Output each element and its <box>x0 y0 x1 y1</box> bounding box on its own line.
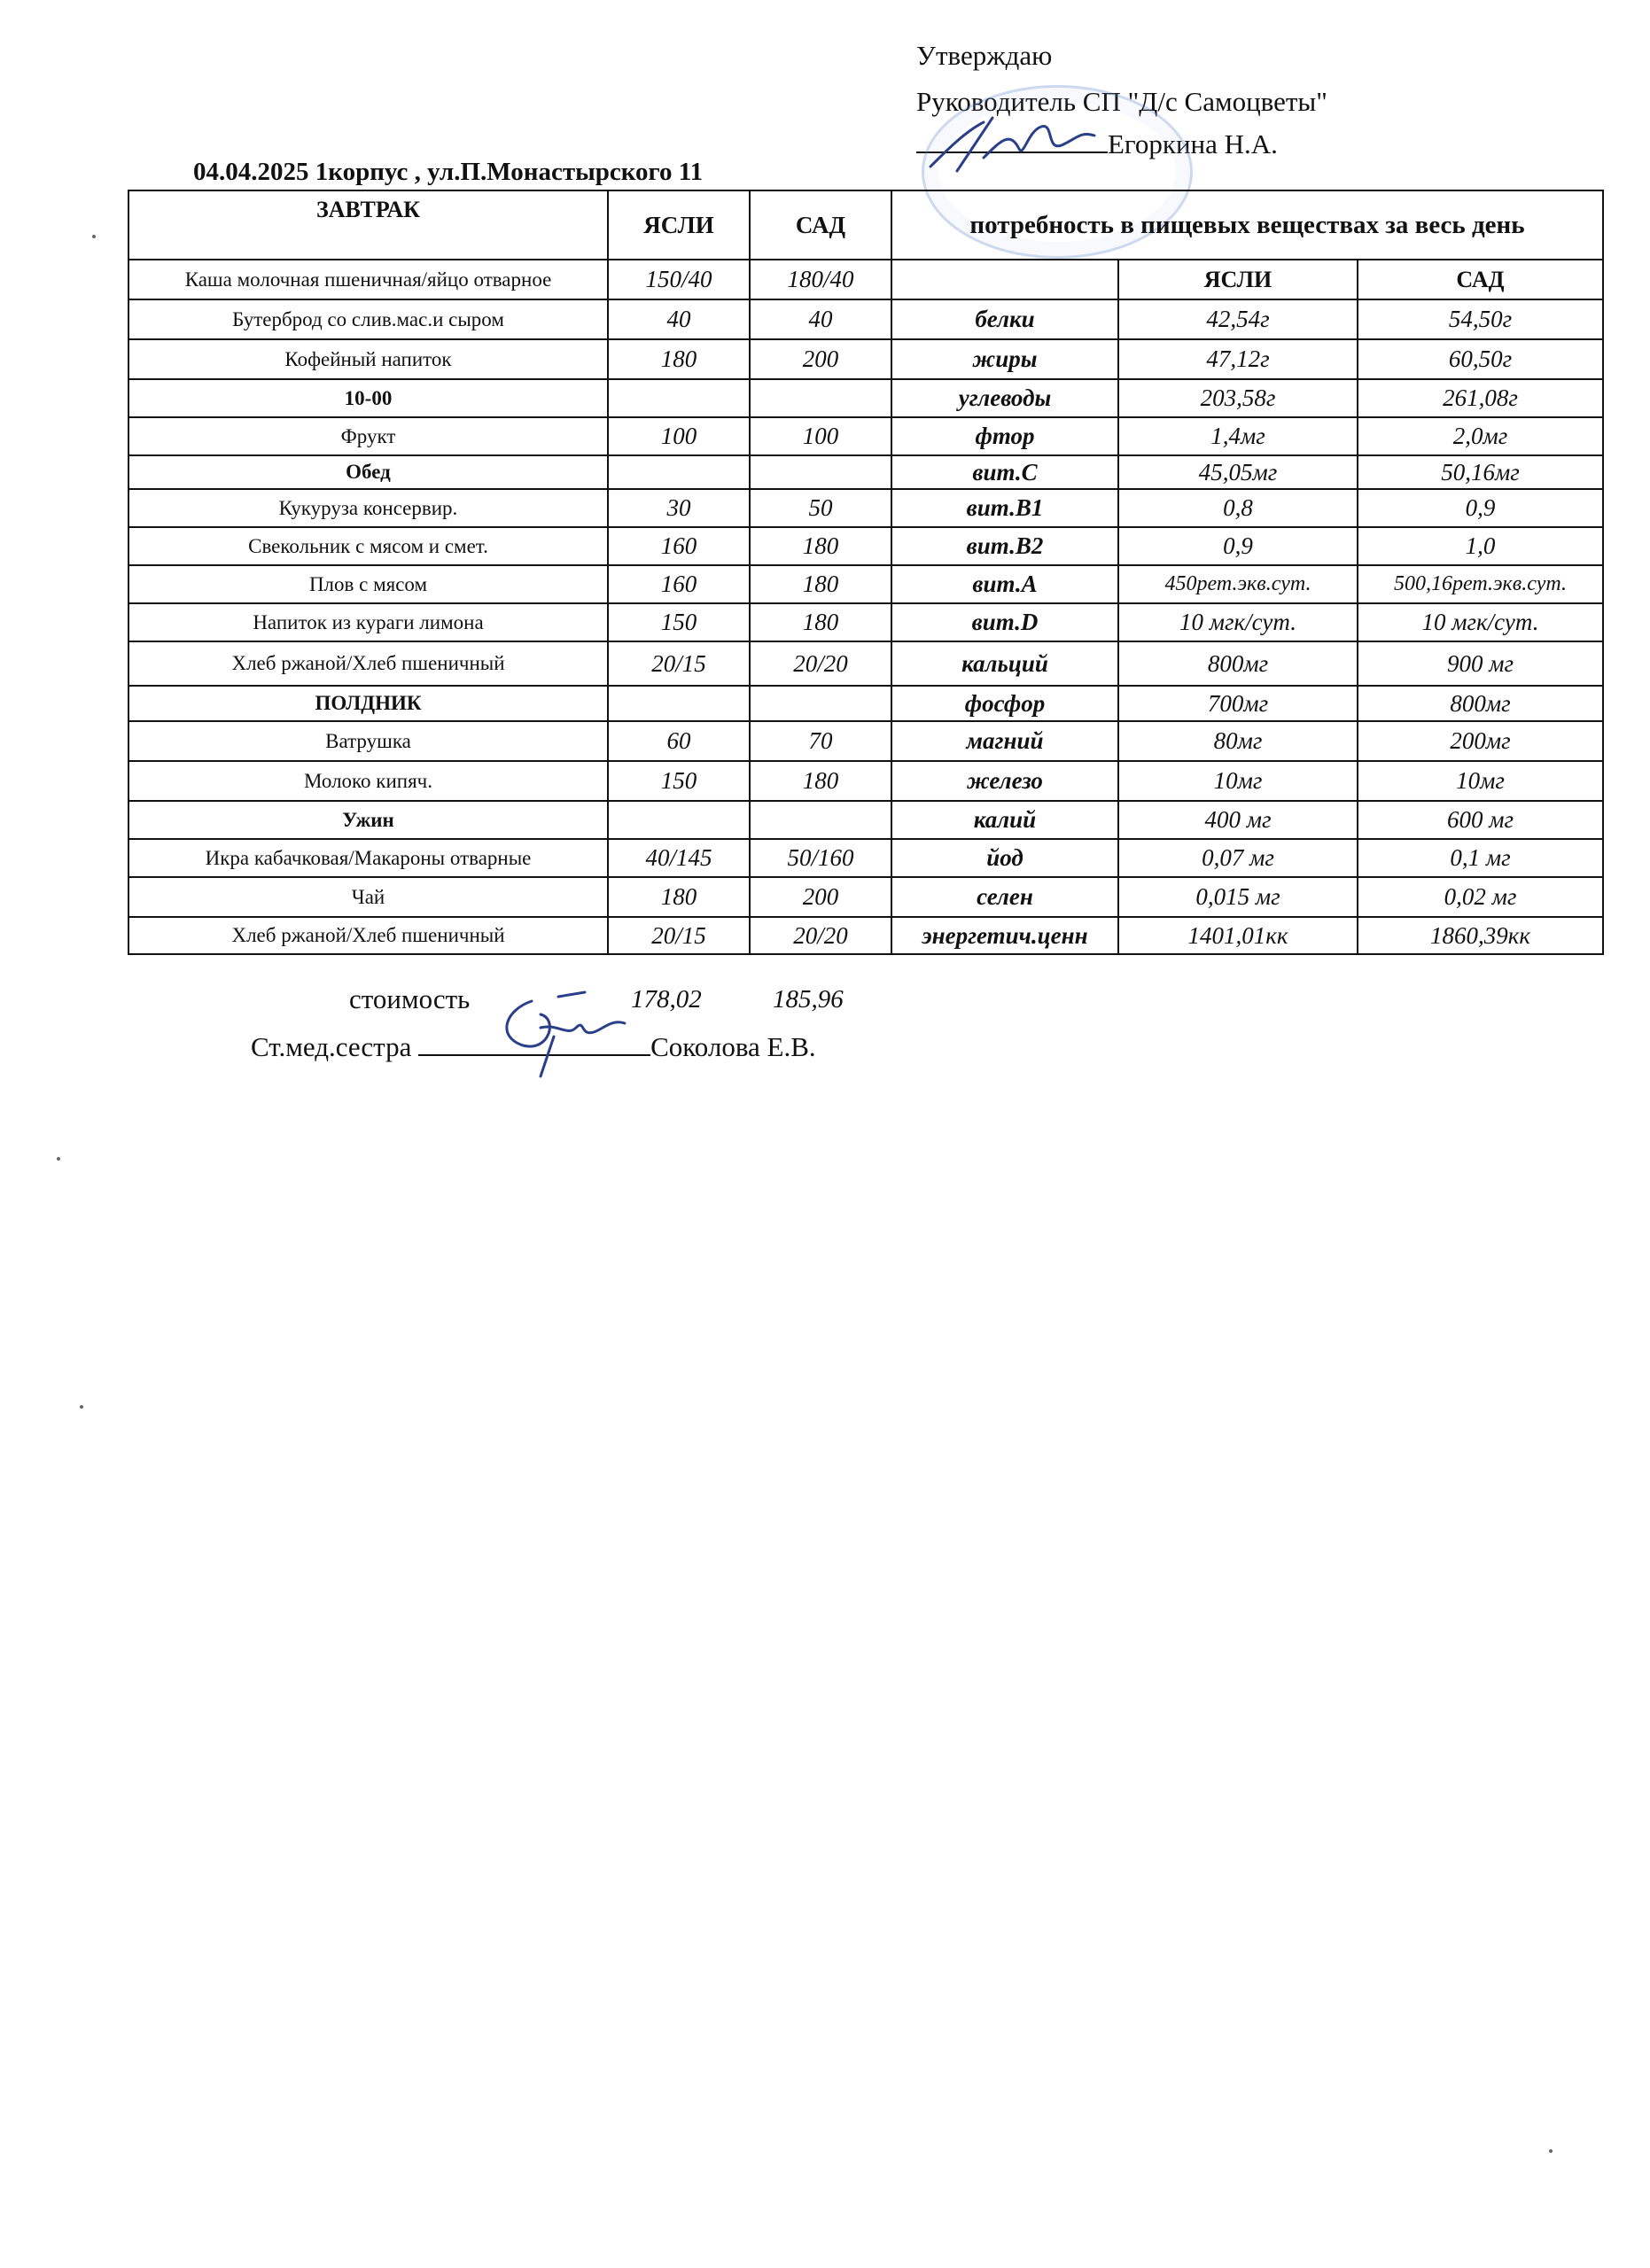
garden-portion: 200 <box>750 877 891 917</box>
nutrient-name: железо <box>891 761 1118 801</box>
garden-portion: 100 <box>750 417 891 455</box>
table-row <box>128 455 1603 489</box>
table-row <box>128 839 1603 877</box>
nutrient-garden-value: 10 мгк/сут. <box>1358 603 1603 641</box>
table-row <box>128 877 1603 917</box>
scan-speck <box>92 235 96 238</box>
nutrient-name: жиры <box>891 339 1118 379</box>
nutrient-name: энергетич.ценн <box>891 917 1118 954</box>
dish-name: Хлеб ржаной/Хлеб пшеничный <box>128 917 608 954</box>
nurse-name: Соколова Е.В. <box>650 1031 816 1062</box>
nursery-portion <box>608 686 750 721</box>
nutrient-garden-value: 2,0мг <box>1358 417 1603 455</box>
nutrient-name: белки <box>891 299 1118 339</box>
nutrient-nursery-value: 80мг <box>1118 721 1358 761</box>
nutrient-garden-value: 1860,39кк <box>1358 917 1603 954</box>
nutrient-garden-value: 60,50г <box>1358 339 1603 379</box>
garden-portion <box>750 686 891 721</box>
nursery-portion: 60 <box>608 721 750 761</box>
nutrient-garden-value: 54,50г <box>1358 299 1603 339</box>
nutrient-garden-value: 0,9 <box>1358 489 1603 527</box>
column-head-garden: САД <box>750 190 891 260</box>
nursery-portion <box>608 379 750 417</box>
nutrient-nursery-value: 0,07 мг <box>1118 839 1358 877</box>
table-row <box>128 379 1603 417</box>
dish-name: Кофейный напиток <box>128 339 608 379</box>
table-row <box>128 686 1603 721</box>
nutrient-name: фтор <box>891 417 1118 455</box>
garden-portion: 180/40 <box>750 260 891 299</box>
table-row <box>128 527 1603 565</box>
table-row <box>128 190 1603 260</box>
nutrient-nursery-value: 1,4мг <box>1118 417 1358 455</box>
nursery-portion: 160 <box>608 527 750 565</box>
nutrient-name: вит.А <box>891 565 1118 603</box>
nutrient-nursery-value: 800мг <box>1118 641 1358 686</box>
garden-portion: 180 <box>750 527 891 565</box>
nursery-portion: 20/15 <box>608 917 750 954</box>
table-row <box>128 417 1603 455</box>
nurse-signature <box>479 983 638 1081</box>
nursery-portion: 150 <box>608 603 750 641</box>
garden-portion: 50/160 <box>750 839 891 877</box>
nursery-portion: 150/40 <box>608 260 750 299</box>
nutrient-name: магний <box>891 721 1118 761</box>
nutrient-garden-value: 261,08г <box>1358 379 1603 417</box>
cost-nursery: 178,02 <box>631 985 702 1014</box>
nutrient-garden-value: 900 мг <box>1358 641 1603 686</box>
garden-portion <box>750 801 891 839</box>
garden-portion: 70 <box>750 721 891 761</box>
scan-speck <box>57 1157 60 1161</box>
nutrient-nursery-value: 10мг <box>1118 761 1358 801</box>
dish-name: Икра кабачковая/Макароны отварные <box>128 839 608 877</box>
nutrient-name: калий <box>891 801 1118 839</box>
table-row <box>128 917 1603 954</box>
nutrient-garden-value: 0,02 мг <box>1358 877 1603 917</box>
nutrient-nursery-value: 0,015 мг <box>1118 877 1358 917</box>
table-row <box>128 339 1603 379</box>
garden-portion: 20/20 <box>750 641 891 686</box>
approval-position: Руководитель СП "Д/с Самоцветы" <box>916 86 1327 117</box>
nutrient-nursery-value: 10 мгк/сут. <box>1118 603 1358 641</box>
menu-table <box>128 190 1604 955</box>
garden-portion: 180 <box>750 761 891 801</box>
dish-name: Чай <box>128 877 608 917</box>
garden-portion: 180 <box>750 565 891 603</box>
nutrient-nursery-value: 700мг <box>1118 686 1358 721</box>
dish-name: Бутерброд со слив.мас.и сыром <box>128 299 608 339</box>
section-title: ЗАВТРАК <box>128 190 608 260</box>
table-row <box>128 761 1603 801</box>
nutrient-blank <box>891 260 1118 299</box>
nutrient-name: кальций <box>891 641 1118 686</box>
nutrient-nursery-value: 450рет.экв.сут. <box>1118 565 1358 603</box>
nutrient-name: селен <box>891 877 1118 917</box>
dish-name: Каша молочная пшеничная/яйцо отварное <box>128 260 608 299</box>
garden-portion: 200 <box>750 339 891 379</box>
nutrient-name: вит.D <box>891 603 1118 641</box>
nutrient-nursery-value: 47,12г <box>1118 339 1358 379</box>
nutrient-nursery-value: 0,9 <box>1118 527 1358 565</box>
director-signature <box>922 105 1117 184</box>
dish-name: Свекольник с мясом и смет. <box>128 527 608 565</box>
nursery-portion: 160 <box>608 565 750 603</box>
nursery-portion: 40 <box>608 299 750 339</box>
nutrient-head-nursery: ЯСЛИ <box>1118 260 1358 299</box>
garden-portion <box>750 455 891 489</box>
column-head-nursery: ЯСЛИ <box>608 190 750 260</box>
dish-name: Фрукт <box>128 417 608 455</box>
nutrient-garden-value: 600 мг <box>1358 801 1603 839</box>
scan-speck <box>80 1405 83 1409</box>
nursery-portion: 150 <box>608 761 750 801</box>
section-title: Обед <box>128 455 608 489</box>
nutrient-garden-value: 10мг <box>1358 761 1603 801</box>
nutrients-title: потребность в пищевых веществах за весь день <box>891 190 1603 260</box>
table-row <box>128 603 1603 641</box>
nursery-portion: 180 <box>608 877 750 917</box>
garden-portion <box>750 379 891 417</box>
nutrient-name: углеводы <box>891 379 1118 417</box>
nursery-portion <box>608 801 750 839</box>
dish-name: Ватрушка <box>128 721 608 761</box>
nursery-portion: 100 <box>608 417 750 455</box>
cost-garden: 185,96 <box>773 985 844 1014</box>
nutrient-name: вит.В1 <box>891 489 1118 527</box>
dish-name: Молоко кипяч. <box>128 761 608 801</box>
nurse-label: Ст.мед.сестра <box>251 1031 412 1062</box>
approval-title: Утверждаю <box>916 40 1053 71</box>
approval-signer: Егоркина Н.А. <box>1108 128 1278 159</box>
dish-name: Плов с мясом <box>128 565 608 603</box>
nutrient-nursery-value: 1401,01кк <box>1118 917 1358 954</box>
table-row <box>128 299 1603 339</box>
nutrient-name: вит.В2 <box>891 527 1118 565</box>
nutrient-garden-value: 1,0 <box>1358 527 1603 565</box>
nursery-portion: 180 <box>608 339 750 379</box>
nutrient-nursery-value: 45,05мг <box>1118 455 1358 489</box>
nutrient-garden-value: 800мг <box>1358 686 1603 721</box>
dish-name: Кукуруза консервир. <box>128 489 608 527</box>
nutrient-garden-value: 0,1 мг <box>1358 839 1603 877</box>
table-row <box>128 641 1603 686</box>
garden-portion: 40 <box>750 299 891 339</box>
nursery-portion: 20/15 <box>608 641 750 686</box>
table-row <box>128 721 1603 761</box>
garden-portion: 50 <box>750 489 891 527</box>
nutrient-nursery-value: 203,58г <box>1118 379 1358 417</box>
nutrient-name: вит.С <box>891 455 1118 489</box>
nutrient-name: фосфор <box>891 686 1118 721</box>
cost-label: стоимость <box>349 983 471 1014</box>
nursery-portion <box>608 455 750 489</box>
nursery-portion: 40/145 <box>608 839 750 877</box>
nutrient-nursery-value: 400 мг <box>1118 801 1358 839</box>
garden-portion: 180 <box>750 603 891 641</box>
date-location-line: 04.04.2025 1корпус , ул.П.Монастырского 11 <box>193 158 704 186</box>
nutrient-head-garden: САД <box>1358 260 1603 299</box>
dish-name: Хлеб ржаной/Хлеб пшеничный <box>128 641 608 686</box>
section-title: ПОЛДНИК <box>128 686 608 721</box>
table-row <box>128 489 1603 527</box>
nutrient-name: йод <box>891 839 1118 877</box>
section-title: Ужин <box>128 801 608 839</box>
nutrient-garden-value: 500,16рет.экв.сут. <box>1358 565 1603 603</box>
garden-portion: 20/20 <box>750 917 891 954</box>
table-row <box>128 260 1603 299</box>
nursery-portion: 30 <box>608 489 750 527</box>
nutrient-nursery-value: 42,54г <box>1118 299 1358 339</box>
nutrient-garden-value: 50,16мг <box>1358 455 1603 489</box>
nutrient-nursery-value: 0,8 <box>1118 489 1358 527</box>
table-row <box>128 565 1603 603</box>
table-row <box>128 801 1603 839</box>
section-title: 10-00 <box>128 379 608 417</box>
nutrient-garden-value: 200мг <box>1358 721 1603 761</box>
scan-speck <box>1549 2149 1553 2153</box>
dish-name: Напиток из кураги лимона <box>128 603 608 641</box>
